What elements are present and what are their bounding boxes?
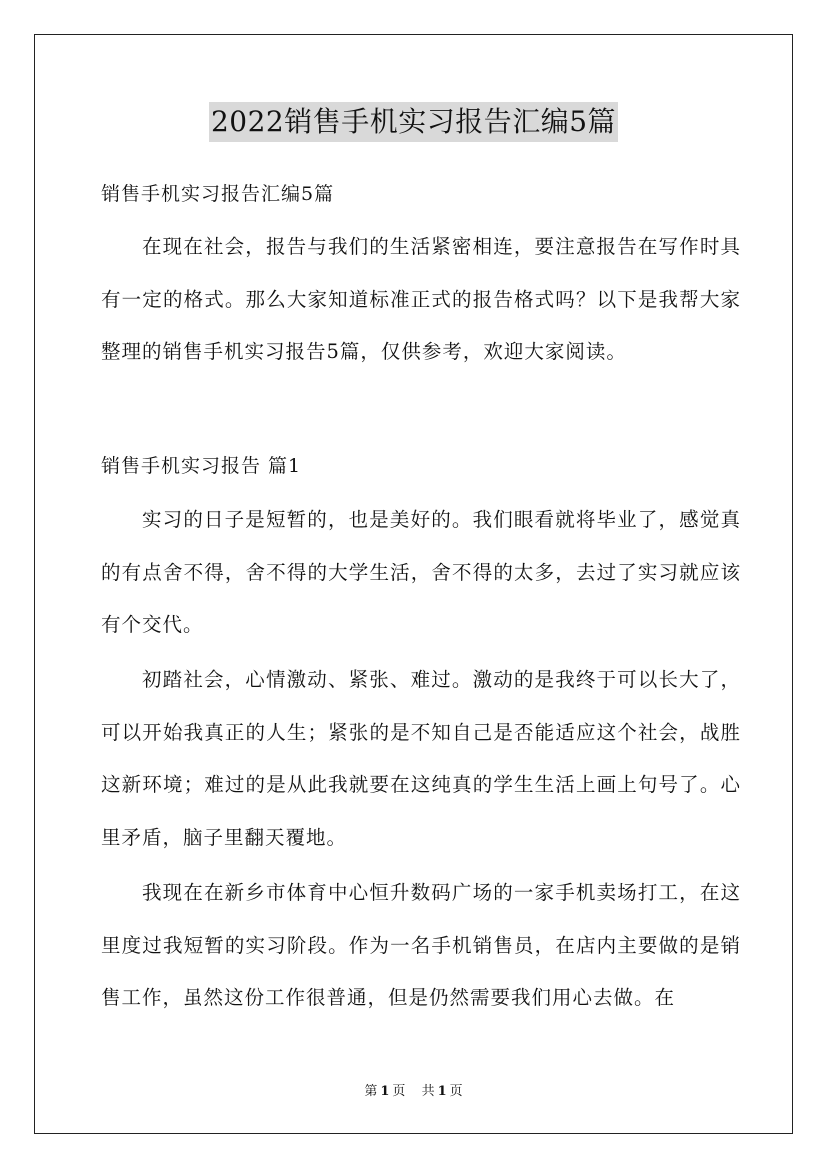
page-total-value: 1 <box>437 1084 447 1099</box>
page-footer <box>0 1083 827 1101</box>
page-total <box>419 1084 466 1099</box>
page-total-prefix: 共 <box>421 1084 435 1099</box>
document-subtitle: 销售手机实习报告汇编5篇 <box>101 183 335 205</box>
title-container <box>0 102 827 142</box>
section-heading: 销售手机实习报告 篇1 <box>101 455 302 477</box>
body-paragraph-2: 初踏社会，心情激动、紧张、难过。激动的是我终于可以长大了，可以开始我真正的人生；紧张的是不知自己是否能适应这个社会，战胜这新环境；难过的是从此我就要在这纯真的学生生活上画上句号了。心里矛盾，脑子里翻天覆地。 <box>101 668 741 849</box>
body-paragraph-1: 实习的日子是短暂的，也是美好的。我们眼看就将毕业了，感觉真的有点舍不得，舍不得的大学生活，舍不得的太多，去过了实习就应该有个交代。 <box>101 508 741 636</box>
page-number-current: 1 <box>380 1084 390 1099</box>
page-number <box>361 1084 408 1099</box>
page-number-prefix: 第 <box>364 1084 378 1099</box>
page-total-suffix: 页 <box>449 1084 463 1099</box>
body-paragraph-3: 我现在在新乡市体育中心恒升数码广场的一家手机卖场打工，在这里度过我短暂的实习阶段。作为一名手机销售员，在店内主要做的是销售工作，虽然这份工作很普通，但是仍然需要我们用心去做。在 <box>101 881 741 1009</box>
page-number-suffix: 页 <box>392 1084 406 1099</box>
intro-paragraph: 在现在社会，报告与我们的生活紧密相连，要注意报告在写作时具有一定的格式。那么大家知道标准正式的报告格式吗？以下是我帮大家整理的销售手机实习报告5篇，仅供参考，欢迎大家阅读。 <box>101 235 741 363</box>
document-title: 2022销售手机实习报告汇编5篇 <box>209 102 618 142</box>
